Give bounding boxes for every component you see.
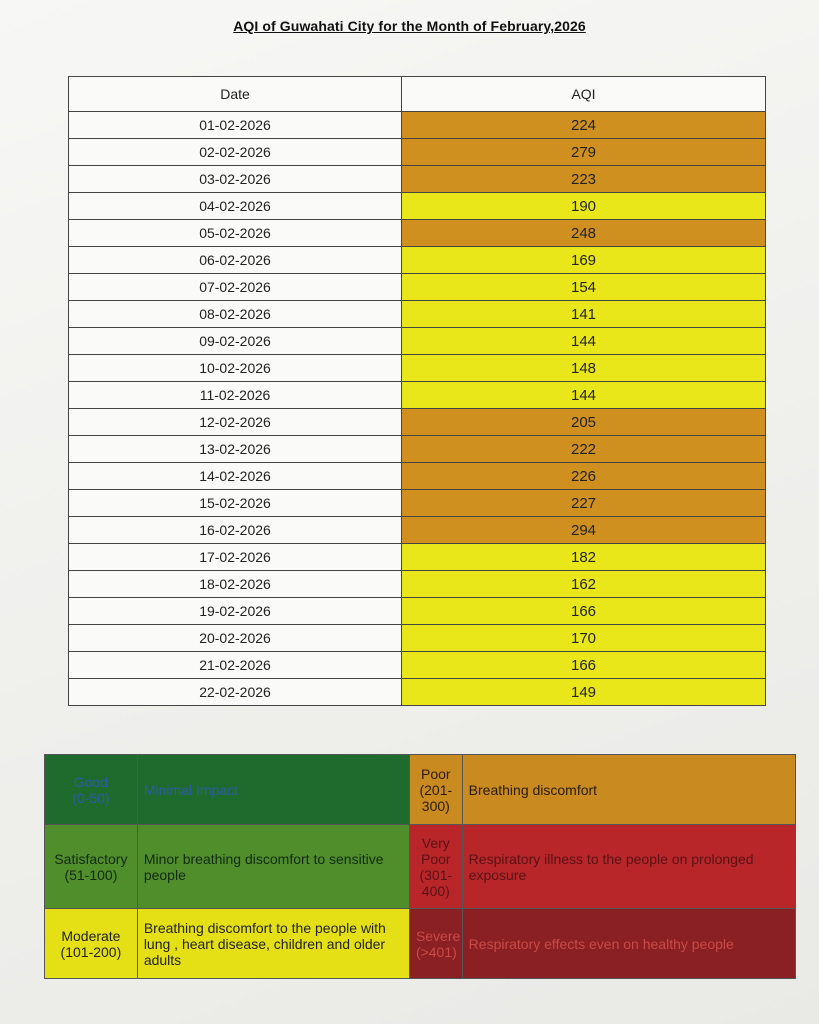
date-cell: 05-02-2026 xyxy=(69,220,402,247)
table-row xyxy=(69,517,766,544)
aqi-value-cell: 226 xyxy=(402,463,766,490)
legend-satisfactory-category: Satisfactory (51-100) xyxy=(45,825,138,909)
date-cell: 01-02-2026 xyxy=(69,112,402,139)
aqi-value-cell: 227 xyxy=(402,490,766,517)
legend-moderate-impact: Breathing discomfort to the people with lung , heart disease, children and older adults xyxy=(137,909,409,979)
page-title: AQI of Guwahati City for the Month of February,2026 xyxy=(233,18,586,34)
aqi-value-cell: 166 xyxy=(402,598,766,625)
aqi-value-cell: 144 xyxy=(402,328,766,355)
date-cell: 16-02-2026 xyxy=(69,517,402,544)
aqi-value-cell: 170 xyxy=(402,625,766,652)
date-cell: 15-02-2026 xyxy=(69,490,402,517)
aqi-table xyxy=(68,76,766,706)
date-column-header: Date xyxy=(69,77,402,112)
legend-moderate-category: Moderate (101-200) xyxy=(45,909,138,979)
table-row xyxy=(69,490,766,517)
date-cell: 17-02-2026 xyxy=(69,544,402,571)
legend-very-poor-impact: Respiratory illness to the people on prolonged exposure xyxy=(462,825,795,909)
aqi-value-cell: 294 xyxy=(402,517,766,544)
table-row xyxy=(69,355,766,382)
date-cell: 22-02-2026 xyxy=(69,679,402,706)
table-row xyxy=(69,328,766,355)
table-row xyxy=(69,193,766,220)
table-row xyxy=(69,436,766,463)
date-cell: 20-02-2026 xyxy=(69,625,402,652)
table-row xyxy=(69,679,766,706)
date-cell: 03-02-2026 xyxy=(69,166,402,193)
table-row xyxy=(69,220,766,247)
aqi-table-body xyxy=(69,112,766,706)
aqi-value-cell: 166 xyxy=(402,652,766,679)
aqi-value-cell: 169 xyxy=(402,247,766,274)
aqi-value-cell: 162 xyxy=(402,571,766,598)
aqi-value-cell: 144 xyxy=(402,382,766,409)
table-row xyxy=(69,598,766,625)
legend-row xyxy=(45,755,796,825)
aqi-value-cell: 224 xyxy=(402,112,766,139)
table-row xyxy=(69,166,766,193)
date-cell: 21-02-2026 xyxy=(69,652,402,679)
date-cell: 07-02-2026 xyxy=(69,274,402,301)
date-cell: 09-02-2026 xyxy=(69,328,402,355)
date-cell: 19-02-2026 xyxy=(69,598,402,625)
table-row xyxy=(69,409,766,436)
date-cell: 10-02-2026 xyxy=(69,355,402,382)
aqi-value-cell: 149 xyxy=(402,679,766,706)
legend-good-category: Good (0-50) xyxy=(45,755,138,825)
table-row xyxy=(69,274,766,301)
date-cell: 06-02-2026 xyxy=(69,247,402,274)
legend-severe-category: Severe (>401) xyxy=(409,909,462,979)
aqi-legend-table xyxy=(44,754,796,979)
legend-good-impact: Minimal Impact xyxy=(137,755,409,825)
legend-severe-impact: Respiratory effects even on healthy people xyxy=(462,909,795,979)
table-row xyxy=(69,301,766,328)
legend-very-poor-category: Very Poor (301- 400) xyxy=(409,825,462,909)
table-row xyxy=(69,625,766,652)
aqi-column-header: AQI xyxy=(402,77,766,112)
table-row xyxy=(69,382,766,409)
date-cell: 11-02-2026 xyxy=(69,382,402,409)
aqi-value-cell: 222 xyxy=(402,436,766,463)
date-cell: 02-02-2026 xyxy=(69,139,402,166)
date-cell: 08-02-2026 xyxy=(69,301,402,328)
table-row xyxy=(69,571,766,598)
date-cell: 12-02-2026 xyxy=(69,409,402,436)
table-row xyxy=(69,247,766,274)
aqi-value-cell: 141 xyxy=(402,301,766,328)
date-cell: 13-02-2026 xyxy=(69,436,402,463)
legend-satisfactory-impact: Minor breathing discomfort to sensitive people xyxy=(137,825,409,909)
aqi-value-cell: 182 xyxy=(402,544,766,571)
table-row xyxy=(69,652,766,679)
aqi-value-cell: 223 xyxy=(402,166,766,193)
table-header-row xyxy=(69,77,766,112)
date-cell: 18-02-2026 xyxy=(69,571,402,598)
date-cell: 14-02-2026 xyxy=(69,463,402,490)
legend-poor-category: Poor (201- 300) xyxy=(409,755,462,825)
date-cell: 04-02-2026 xyxy=(69,193,402,220)
aqi-value-cell: 190 xyxy=(402,193,766,220)
aqi-value-cell: 148 xyxy=(402,355,766,382)
aqi-value-cell: 279 xyxy=(402,139,766,166)
table-row xyxy=(69,544,766,571)
legend-poor-impact: Breathing discomfort xyxy=(462,755,795,825)
legend-row xyxy=(45,909,796,979)
table-row xyxy=(69,463,766,490)
aqi-value-cell: 248 xyxy=(402,220,766,247)
aqi-value-cell: 154 xyxy=(402,274,766,301)
table-row xyxy=(69,139,766,166)
aqi-value-cell: 205 xyxy=(402,409,766,436)
table-row xyxy=(69,112,766,139)
legend-row xyxy=(45,825,796,909)
